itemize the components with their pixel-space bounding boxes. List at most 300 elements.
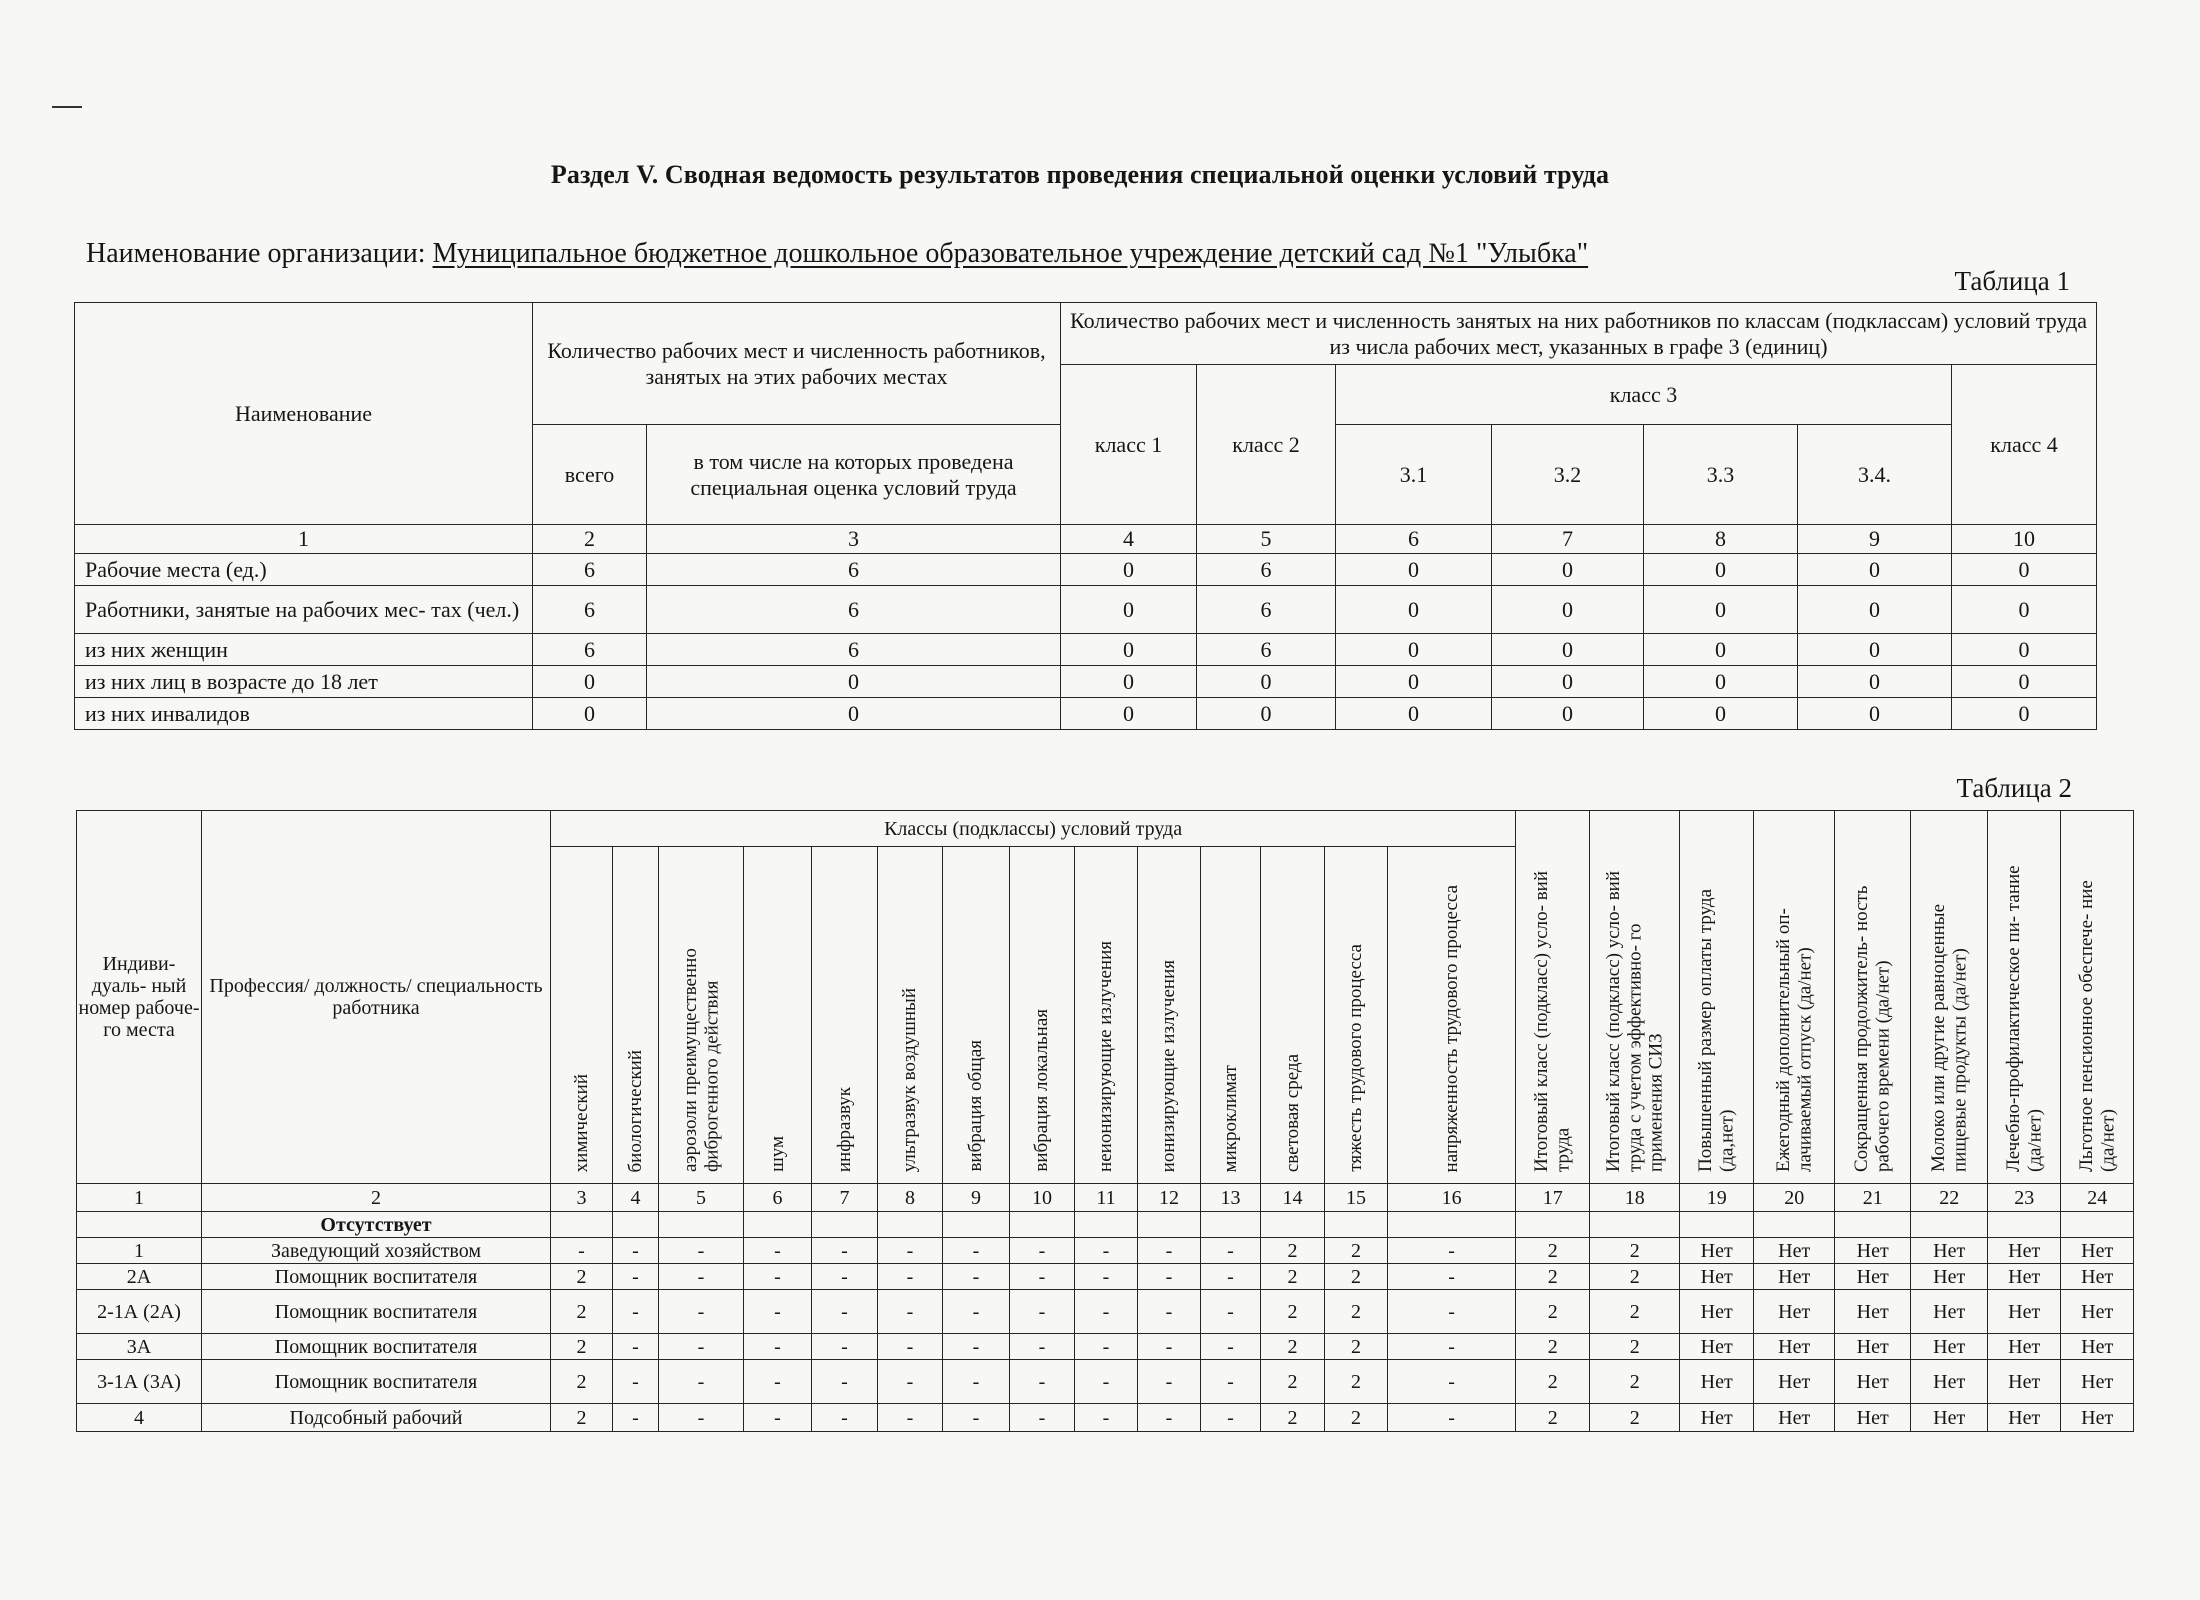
t1-num: 8 [1644, 525, 1798, 554]
t2-header-factor-text: ионизирующие излучения [1158, 959, 1180, 1172]
t1-num: 4 [1061, 525, 1197, 554]
t2-cell: - [1010, 1264, 1075, 1290]
summary-table-1 [74, 302, 2097, 730]
t2-cell: - [812, 1360, 878, 1404]
t2-cell: - [1138, 1238, 1201, 1264]
t2-cell: - [1201, 1334, 1261, 1360]
t2-cell: 2 [1516, 1238, 1590, 1264]
t2-cell: Нет [2061, 1290, 2134, 1334]
t2-cell: Нет [1835, 1264, 1911, 1290]
t2-cell: - [878, 1264, 943, 1290]
t2-cell: - [943, 1404, 1010, 1432]
t2-header-factor [1201, 847, 1261, 1184]
t2-cell: - [744, 1290, 812, 1334]
t2-cell: 2 [1261, 1404, 1325, 1432]
t2-num: 24 [2061, 1184, 2134, 1212]
t2-header-factor [943, 847, 1010, 1184]
t1-cell: 0 [1952, 634, 2097, 666]
t2-cell: - [1138, 1334, 1201, 1360]
t2-cell: Нет [1680, 1238, 1754, 1264]
t1-header-class1: класс 1 [1061, 365, 1197, 525]
t2-cell: Нет [2061, 1404, 2134, 1432]
t2-num: 19 [1680, 1184, 1754, 1212]
t2-header-summary [1680, 811, 1754, 1184]
t2-cell: - [1075, 1290, 1138, 1334]
t2-cell: Нет [1911, 1404, 1988, 1432]
t1-cell: 0 [1492, 634, 1644, 666]
t2-cell: Нет [1988, 1360, 2061, 1404]
t1-cell: 0 [1061, 554, 1197, 586]
t1-row [75, 666, 2097, 698]
t1-cell: 0 [1061, 698, 1197, 730]
t2-cell: - [1201, 1404, 1261, 1432]
t2-cell: Нет [1911, 1238, 1988, 1264]
t2-header-factor [613, 847, 659, 1184]
t2-num: 15 [1325, 1184, 1388, 1212]
t2-header-factor-text: микроклимат [1219, 1064, 1241, 1172]
t2-cell: 2 [1261, 1360, 1325, 1404]
t2-cell: - [1388, 1360, 1516, 1404]
t1-cell: 0 [1336, 634, 1492, 666]
t2-row-profession: Подсобный рабочий [202, 1404, 551, 1432]
t1-cell: 0 [1644, 554, 1798, 586]
t2-num: 8 [878, 1184, 943, 1212]
t2-num: 22 [1911, 1184, 1988, 1212]
t2-cell: Нет [1754, 1290, 1835, 1334]
t2-section-empty [77, 1212, 202, 1238]
t2-cell: 2 [1261, 1334, 1325, 1360]
t2-cell: - [878, 1334, 943, 1360]
t2-cell: - [744, 1404, 812, 1432]
t2-section-row [77, 1212, 2134, 1238]
t2-cell: - [1138, 1290, 1201, 1334]
t2-header-factor [1325, 847, 1388, 1184]
corner-mark [52, 106, 82, 108]
t2-header-factor [551, 847, 613, 1184]
t1-cell: 0 [1336, 554, 1492, 586]
t1-cell: 0 [1061, 586, 1197, 634]
t2-cell: - [1138, 1360, 1201, 1404]
t2-cell: - [1010, 1360, 1075, 1404]
t2-cell: - [878, 1290, 943, 1334]
t2-section-label: Отсутствует [202, 1212, 551, 1238]
t2-header-summary [1835, 811, 1911, 1184]
t2-cell: Нет [1988, 1290, 2061, 1334]
t2-cell: - [1010, 1290, 1075, 1334]
t2-cell: - [659, 1290, 744, 1334]
t1-row [75, 634, 2097, 666]
t2-row-profession: Помощник воспитателя [202, 1264, 551, 1290]
t2-cell: - [878, 1238, 943, 1264]
t1-cell: 6 [533, 586, 647, 634]
t2-row [77, 1264, 2134, 1290]
t1-cell: 0 [1336, 666, 1492, 698]
t2-cell: 2 [1516, 1290, 1590, 1334]
t2-cell: 2 [1516, 1360, 1590, 1404]
t2-header-factor-text: напряженность трудового процесса [1440, 884, 1462, 1172]
t1-cell: 0 [1644, 698, 1798, 730]
t2-cell: 2 [1325, 1238, 1388, 1264]
t2-num: 3 [551, 1184, 613, 1212]
t2-cell: Нет [1835, 1334, 1911, 1360]
t2-cell: - [943, 1334, 1010, 1360]
t2-cell: - [744, 1334, 812, 1360]
table1-caption: Таблица 1 [1954, 266, 2070, 296]
t1-header-3-4: 3.4. [1798, 425, 1952, 525]
t2-header-summary [1911, 811, 1988, 1184]
t1-cell: 0 [1061, 666, 1197, 698]
t2-header-factor-text: биологический [624, 1049, 646, 1172]
t1-cell: 0 [1952, 698, 2097, 730]
t2-header-summary [1516, 811, 1590, 1184]
t1-cell: 0 [533, 698, 647, 730]
t2-row-id: 4 [77, 1404, 202, 1432]
t2-cell: 2 [1590, 1264, 1680, 1290]
t2-row [77, 1238, 2134, 1264]
t2-cell: Нет [1680, 1264, 1754, 1290]
t2-row-profession: Помощник воспитателя [202, 1290, 551, 1334]
t2-cell: Нет [1835, 1360, 1911, 1404]
t2-cell: - [1075, 1360, 1138, 1404]
t2-cell: - [943, 1264, 1010, 1290]
t2-header-summary-text: Лечебно-профилактическое пи- тание (да/нет) [2002, 865, 2046, 1172]
t2-cell: Нет [1988, 1238, 2061, 1264]
t2-cell: - [812, 1238, 878, 1264]
t2-cell: Нет [1835, 1290, 1911, 1334]
t2-number-row [77, 1184, 2134, 1212]
t2-cell: 2 [1590, 1360, 1680, 1404]
t2-header-factor-text: тяжесть трудового процесса [1345, 944, 1367, 1172]
t2-header-factor [878, 847, 943, 1184]
t1-cell: 0 [1492, 698, 1644, 730]
t2-cell: - [1201, 1264, 1261, 1290]
t2-cell: - [659, 1238, 744, 1264]
t1-cell: 0 [1952, 586, 2097, 634]
t2-cell: - [659, 1264, 744, 1290]
t1-row [75, 698, 2097, 730]
t2-row-id: 1 [77, 1238, 202, 1264]
t2-cell: - [551, 1238, 613, 1264]
t2-num: 6 [744, 1184, 812, 1212]
t2-cell: - [659, 1334, 744, 1360]
t2-num: 20 [1754, 1184, 1835, 1212]
t1-header-class-group: Количество рабочих мест и численность занятых на них работников по классам (подклассам) условий труда из числа рабочих мест, указанных в графе 3 (единиц) [1061, 303, 2097, 365]
t1-header-total: всего [533, 425, 647, 525]
t1-row [75, 586, 2097, 634]
t2-header-factor-text: ультразвук воздушный [899, 987, 921, 1172]
t2-num: 18 [1590, 1184, 1680, 1212]
organization-name: Муниципальное бюджетное дошкольное образовательное учреждение детский сад №1 "Улыбка" [432, 238, 1589, 269]
t1-header-3-2: 3.2 [1492, 425, 1644, 525]
t2-cell: 2 [551, 1334, 613, 1360]
t2-cell: 2 [1590, 1334, 1680, 1360]
t1-body [75, 554, 2097, 730]
t2-num: 23 [1988, 1184, 2061, 1212]
t2-cell: 2 [551, 1290, 613, 1334]
t2-cell: Нет [1835, 1238, 1911, 1264]
t2-cell: 2 [1590, 1290, 1680, 1334]
t2-num: 21 [1835, 1184, 1911, 1212]
t2-header-factor-text: химический [570, 1073, 592, 1172]
t2-row [77, 1334, 2134, 1360]
t2-cell: 2 [1261, 1238, 1325, 1264]
t2-cell: Нет [1754, 1360, 1835, 1404]
t1-cell: 0 [1644, 586, 1798, 634]
t1-num: 10 [1952, 525, 2097, 554]
t2-row-id: 3А [77, 1334, 202, 1360]
t2-header-factor [812, 847, 878, 1184]
t2-cell: 2 [1261, 1290, 1325, 1334]
t2-cell: - [613, 1238, 659, 1264]
t2-cell: Нет [1911, 1360, 1988, 1404]
t2-cell: 2 [551, 1360, 613, 1404]
t2-row [77, 1404, 2134, 1432]
t1-cell: 6 [647, 634, 1061, 666]
t2-num: 2 [202, 1184, 551, 1212]
t1-cell: 0 [1798, 586, 1952, 634]
t2-header-summary [1754, 811, 1835, 1184]
t1-row-name: Работники, занятые на рабочих мес- тах (чел.) [75, 586, 533, 634]
t2-header-factor-text: неионизирующие излучения [1095, 941, 1117, 1172]
t2-header-summary-text: Итоговый класс (подкласс) усло- вий труда [1531, 870, 1574, 1172]
t2-cell: - [744, 1264, 812, 1290]
t1-num: 5 [1197, 525, 1336, 554]
t2-cell: Нет [2061, 1334, 2134, 1360]
t2-cell: Нет [1754, 1238, 1835, 1264]
t2-header-summary-text: Молоко или другие равноценные пищевые продукты (да/нет) [1927, 903, 1971, 1172]
t2-header-summary-text: Льготное пенсионное обеспече- ние (да/нет) [2075, 880, 2119, 1172]
t2-cell: - [1075, 1334, 1138, 1360]
t1-cell: 0 [647, 698, 1061, 730]
t2-cell: 2 [1590, 1238, 1680, 1264]
t2-header-factor [1138, 847, 1201, 1184]
t1-cell: 0 [1798, 634, 1952, 666]
t1-cell: 0 [1644, 634, 1798, 666]
t2-cell: Нет [1680, 1404, 1754, 1432]
t1-cell: 0 [1644, 666, 1798, 698]
t2-num: 14 [1261, 1184, 1325, 1212]
t1-num: 7 [1492, 525, 1644, 554]
t2-cell: - [1010, 1334, 1075, 1360]
t2-cell: - [1010, 1238, 1075, 1264]
t2-cell: Нет [2061, 1360, 2134, 1404]
t2-row-id: 3-1А (3А) [77, 1360, 202, 1404]
t2-header-factor-text: шум [766, 1136, 788, 1172]
t2-cell: Нет [1754, 1404, 1835, 1432]
t2-header-summary [1590, 811, 1680, 1184]
t2-cell: - [1388, 1404, 1516, 1432]
t2-cell: Нет [1835, 1404, 1911, 1432]
t1-cell: 0 [1952, 554, 2097, 586]
t1-cell: 0 [533, 666, 647, 698]
t2-cell: Нет [1754, 1334, 1835, 1360]
t1-cell: 0 [1492, 554, 1644, 586]
t1-num: 3 [647, 525, 1061, 554]
t1-cell: 0 [1336, 586, 1492, 634]
t2-cell: Нет [1754, 1264, 1835, 1290]
t1-cell: 6 [533, 634, 647, 666]
t1-num: 1 [75, 525, 533, 554]
t1-row-name: из них женщин [75, 634, 533, 666]
t2-cell: - [878, 1404, 943, 1432]
t1-cell: 6 [647, 554, 1061, 586]
t2-cell: - [812, 1404, 878, 1432]
t2-header-factor-text: вибрация общая [965, 1040, 987, 1172]
t1-num: 9 [1798, 525, 1952, 554]
t2-cell: - [1010, 1404, 1075, 1432]
t1-cell: 0 [1197, 698, 1336, 730]
t1-num: 6 [1336, 525, 1492, 554]
t2-cell: 2 [1325, 1334, 1388, 1360]
t1-cell: 0 [1798, 698, 1952, 730]
t2-cell: 2 [551, 1264, 613, 1290]
t2-cell: - [943, 1290, 1010, 1334]
t2-header-factor-text: вибрация локальная [1031, 1009, 1053, 1172]
t2-cell: Нет [1988, 1334, 2061, 1360]
t2-cell: 2 [1261, 1264, 1325, 1290]
t2-cell: - [1388, 1290, 1516, 1334]
t1-num: 2 [533, 525, 647, 554]
t2-cell: Нет [2061, 1238, 2134, 1264]
t2-header-factor [1261, 847, 1325, 1184]
t2-cell: - [812, 1290, 878, 1334]
t1-cell: 0 [1952, 666, 2097, 698]
t2-cell: - [1075, 1264, 1138, 1290]
t2-header-summary-text: Сокращенная продолжитель- ность рабочего времени (да/нет) [1851, 885, 1894, 1172]
t2-cell: - [1388, 1238, 1516, 1264]
t2-num: 12 [1138, 1184, 1201, 1212]
t2-num: 4 [613, 1184, 659, 1212]
t1-cell: 6 [533, 554, 647, 586]
t2-cell: - [1388, 1334, 1516, 1360]
t2-cell: - [1201, 1290, 1261, 1334]
t2-num: 7 [812, 1184, 878, 1212]
t2-header-id: Индиви- дуаль- ный номер рабоче- го места [77, 811, 202, 1184]
t2-cell: - [613, 1264, 659, 1290]
t2-cell: - [1201, 1238, 1261, 1264]
t2-header-classes-group: Классы (подклассы) условий труда [551, 811, 1516, 847]
t2-cell: - [1388, 1264, 1516, 1290]
t1-cell: 6 [1197, 586, 1336, 634]
page-title: Раздел V. Сводная ведомость результатов проведения специальной оценки условий труда [550, 160, 1610, 189]
t2-cell: - [744, 1238, 812, 1264]
t2-row [77, 1360, 2134, 1404]
organization-label: Наименование организации: [86, 238, 426, 269]
t1-number-row [75, 525, 2097, 554]
t2-row-profession: Заведующий хозяйством [202, 1238, 551, 1264]
t2-row-profession: Помощник воспитателя [202, 1360, 551, 1404]
t2-row-profession: Помощник воспитателя [202, 1334, 551, 1360]
t2-cell: 2 [1516, 1404, 1590, 1432]
t2-num: 17 [1516, 1184, 1590, 1212]
t2-cell: Нет [1680, 1290, 1754, 1334]
t2-cell: Нет [1911, 1264, 1988, 1290]
t2-row [77, 1290, 2134, 1334]
t2-cell: 2 [1325, 1404, 1388, 1432]
t2-cell: 2 [1590, 1404, 1680, 1432]
t2-cell: 2 [1325, 1264, 1388, 1290]
t2-cell: - [1138, 1404, 1201, 1432]
t1-row-name: из них лиц в возрасте до 18 лет [75, 666, 533, 698]
t2-num: 5 [659, 1184, 744, 1212]
t2-cell: - [613, 1334, 659, 1360]
t1-header-class4: класс 4 [1952, 365, 2097, 525]
t1-cell: 0 [1197, 666, 1336, 698]
t1-cell: 0 [1492, 666, 1644, 698]
t2-header-factor [659, 847, 744, 1184]
t2-cell: Нет [1911, 1334, 1988, 1360]
t2-cell: - [878, 1360, 943, 1404]
t2-num: 9 [943, 1184, 1010, 1212]
summary-table-2 [76, 810, 2134, 1432]
t2-row-id: 2А [77, 1264, 202, 1290]
t1-cell: 6 [1197, 634, 1336, 666]
t2-cell: Нет [1988, 1264, 2061, 1290]
t2-header-summary-text: Ежегодный дополнительный оп- лачиваемый отпуск (да/нет) [1772, 908, 1816, 1172]
t2-header-factor [1388, 847, 1516, 1184]
t2-cell: 2 [1325, 1360, 1388, 1404]
t1-header-3-3: 3.3 [1644, 425, 1798, 525]
t2-cell: - [1075, 1238, 1138, 1264]
t2-header-factor-text: инфразвук [833, 1086, 855, 1172]
t2-cell: - [659, 1404, 744, 1432]
t1-header-count-group: Количество рабочих мест и численность работников, занятых на этих рабочих местах [533, 303, 1061, 425]
t2-row-id: 2-1А (2А) [77, 1290, 202, 1334]
t1-header-class3: класс 3 [1336, 365, 1952, 425]
t2-header-summary-text: Повышенный размер оплаты труда (да,нет) [1695, 888, 1738, 1172]
t2-cell: - [744, 1360, 812, 1404]
t2-cell: Нет [1680, 1334, 1754, 1360]
t2-cell: - [613, 1290, 659, 1334]
t2-cell: - [943, 1238, 1010, 1264]
t2-header-factor [1010, 847, 1075, 1184]
t1-cell: 0 [1492, 586, 1644, 634]
t1-cell: 0 [1798, 554, 1952, 586]
t2-cell: - [943, 1360, 1010, 1404]
t2-cell: 2 [1516, 1264, 1590, 1290]
t2-cell: - [659, 1360, 744, 1404]
t2-cell: 2 [1325, 1290, 1388, 1334]
t1-cell: 0 [1336, 698, 1492, 730]
t2-header-factor [744, 847, 812, 1184]
t2-num: 16 [1388, 1184, 1516, 1212]
t2-cell: Нет [1911, 1290, 1988, 1334]
t2-num: 11 [1075, 1184, 1138, 1212]
t2-header-factor-text: аэрозоли преимущественно фиброгенного действия [679, 948, 722, 1172]
table2-caption: Таблица 2 [1956, 773, 2072, 803]
t2-cell: - [613, 1360, 659, 1404]
t1-cell: 0 [1061, 634, 1197, 666]
t2-cell: Нет [1680, 1360, 1754, 1404]
t2-header-profession: Профессия/ должность/ специальность работника [202, 811, 551, 1184]
t2-cell: - [812, 1334, 878, 1360]
t2-cell: Нет [2061, 1264, 2134, 1290]
t2-cell: - [1138, 1264, 1201, 1290]
t2-cell: - [1201, 1360, 1261, 1404]
t2-num: 13 [1201, 1184, 1261, 1212]
t1-row [75, 554, 2097, 586]
t2-header-summary [1988, 811, 2061, 1184]
t1-row-name: из них инвалидов [75, 698, 533, 730]
t2-body [77, 1238, 2134, 1432]
t2-cell: - [812, 1264, 878, 1290]
t1-cell: 6 [1197, 554, 1336, 586]
t2-header-summary [2061, 811, 2134, 1184]
t2-cell: 2 [551, 1404, 613, 1432]
organization-line [86, 238, 1588, 270]
t2-header-factor [1075, 847, 1138, 1184]
t1-cell: 0 [1798, 666, 1952, 698]
